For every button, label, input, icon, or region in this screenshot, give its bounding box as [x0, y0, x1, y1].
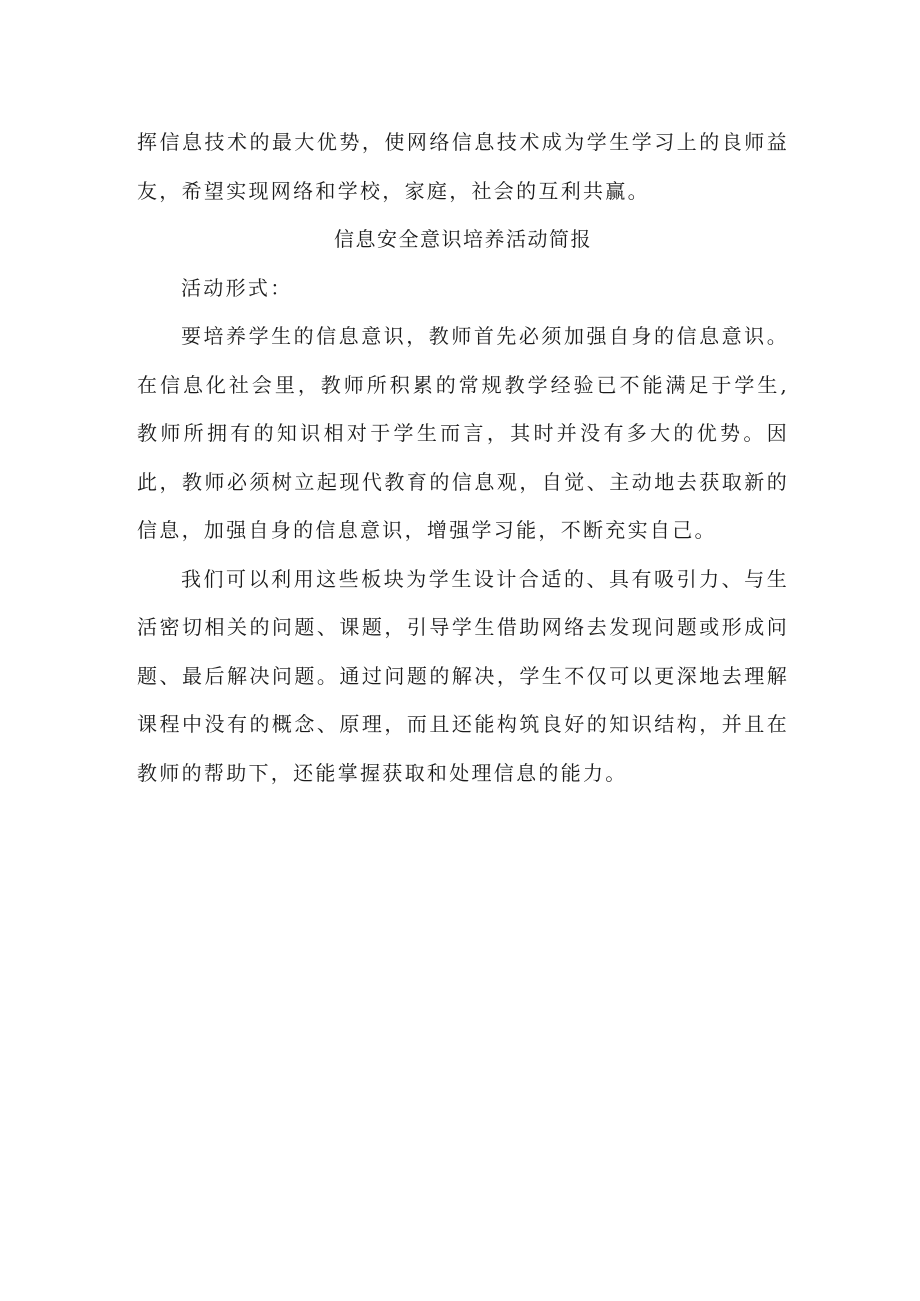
- body-paragraph-2: 我们可以利用这些板块为学生设计合适的、具有吸引力、与生活密切相关的问题、课题，引导学生借助网络去发现问题或形成问题、最后解决问题。通过问题的解决，学生不仅可以更深地去理解课程中没有的概念、原理，而且还能构筑良好的知识结构，并且在教师的帮助下，还能掌握获取和处理信息的能力。: [137, 566, 789, 785]
- section-label: 活动形式：: [181, 275, 293, 300]
- body-paragraph-1: 要培养学生的信息意识，教师首先必须加强自身的信息意识。在信息化社会里，教师所积累的常规教学经验已不能满足于学生,教师所拥有的知识相对于学生而言，其时并没有多大的优势。因此，教师必须树立起现代教育的信息观，自觉、主动地去获取新的信息，加强自身的信息意识，增强学习能，不断充实自己。: [137, 324, 789, 542]
- document-title: 信息安全意识培养活动简报: [334, 227, 592, 251]
- document-page: [137, 118, 789, 797]
- continuation-paragraph: 挥信息技术的最大优势，使网络信息技术成为学生学习上的良师益友，希望实现网络和学校，家庭，社会的互利共赢。: [137, 130, 789, 203]
